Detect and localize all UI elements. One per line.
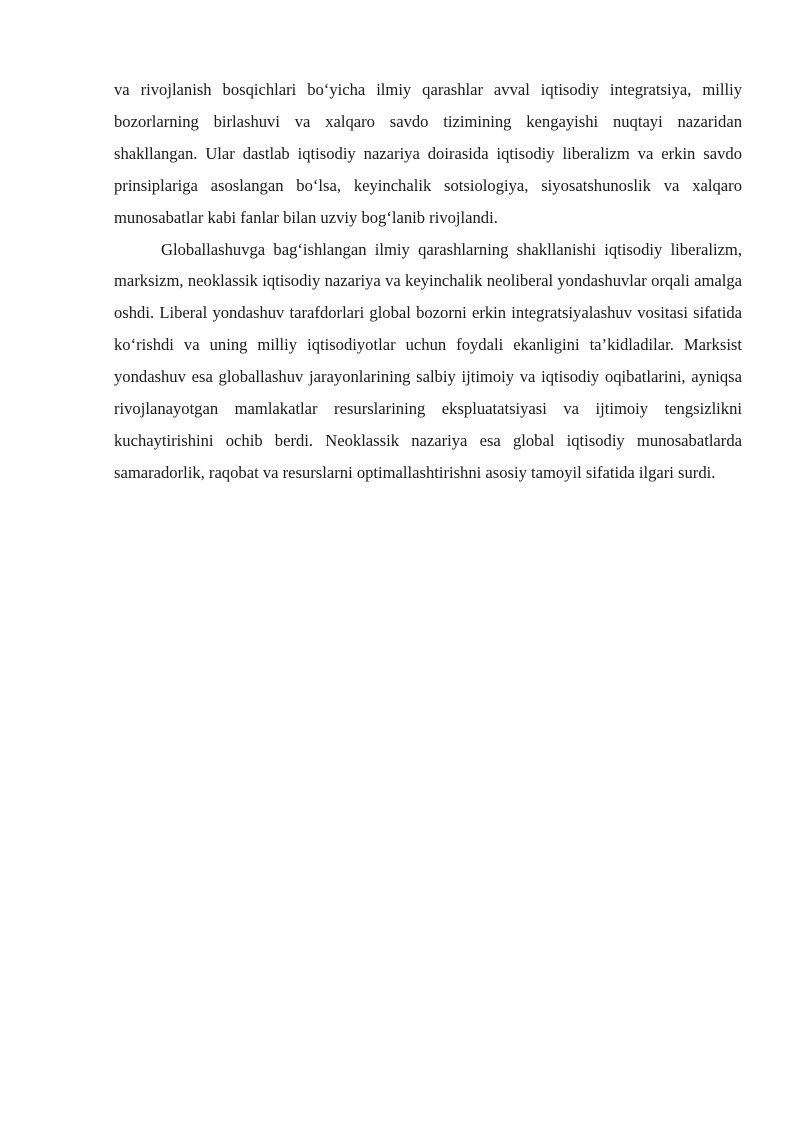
document-page: [114, 74, 742, 489]
paragraph-continuation: va rivojlanish bosqichlari bo‘yicha ilmiy qarashlar avval iqtisodiy integratsiya, milliy bozorlarning birlashuvi va xalqaro savdo tizimining kengayishi nuqtayi nazaridan shakllangan. Ular dastlab iqtisodiy nazariya doirasida iqtisodiy liberalizm va erkin savdo prinsiplariga asoslangan bo‘lsa, keyinchalik sotsiologiya, siyosatshunoslik va xalqaro munosabatlar kabi fanlar bilan uzviy bog‘lanib rivojlandi.: [114, 80, 742, 227]
paragraph-globalization-theories: Globallashuvga bag‘ishlangan ilmiy qarashlarning shakllanishi iqtisodiy liberalizm, marksizm, neoklassik iqtisodiy nazariya va keyinchalik neoliberal yondashuvlar orqali amalga oshdi. Liberal yondashuv tarafdorlari global bozorni erkin integratsiyalashuv vositasi sifatida ko‘rishdi va uning milliy iqtisodiyotlar uchun foydali ekanligini ta’kidladilar. Marksist yondashuv esa globallashuv jarayonlarining salbiy ijtimoiy va iqtisodiy oqibatlarini, ayniqsa rivojlanayotgan mamlakatlar resurslarining ekspluatatsiyasi va ijtimoiy tengsizlikni kuchaytirishini ochib berdi. Neoklassik nazariya esa global iqtisodiy munosabatlarda samaradorlik, raqobat va resurslarni optimallashtirishni asosiy tamoyil sifatida ilgari surdi.: [114, 239, 742, 482]
